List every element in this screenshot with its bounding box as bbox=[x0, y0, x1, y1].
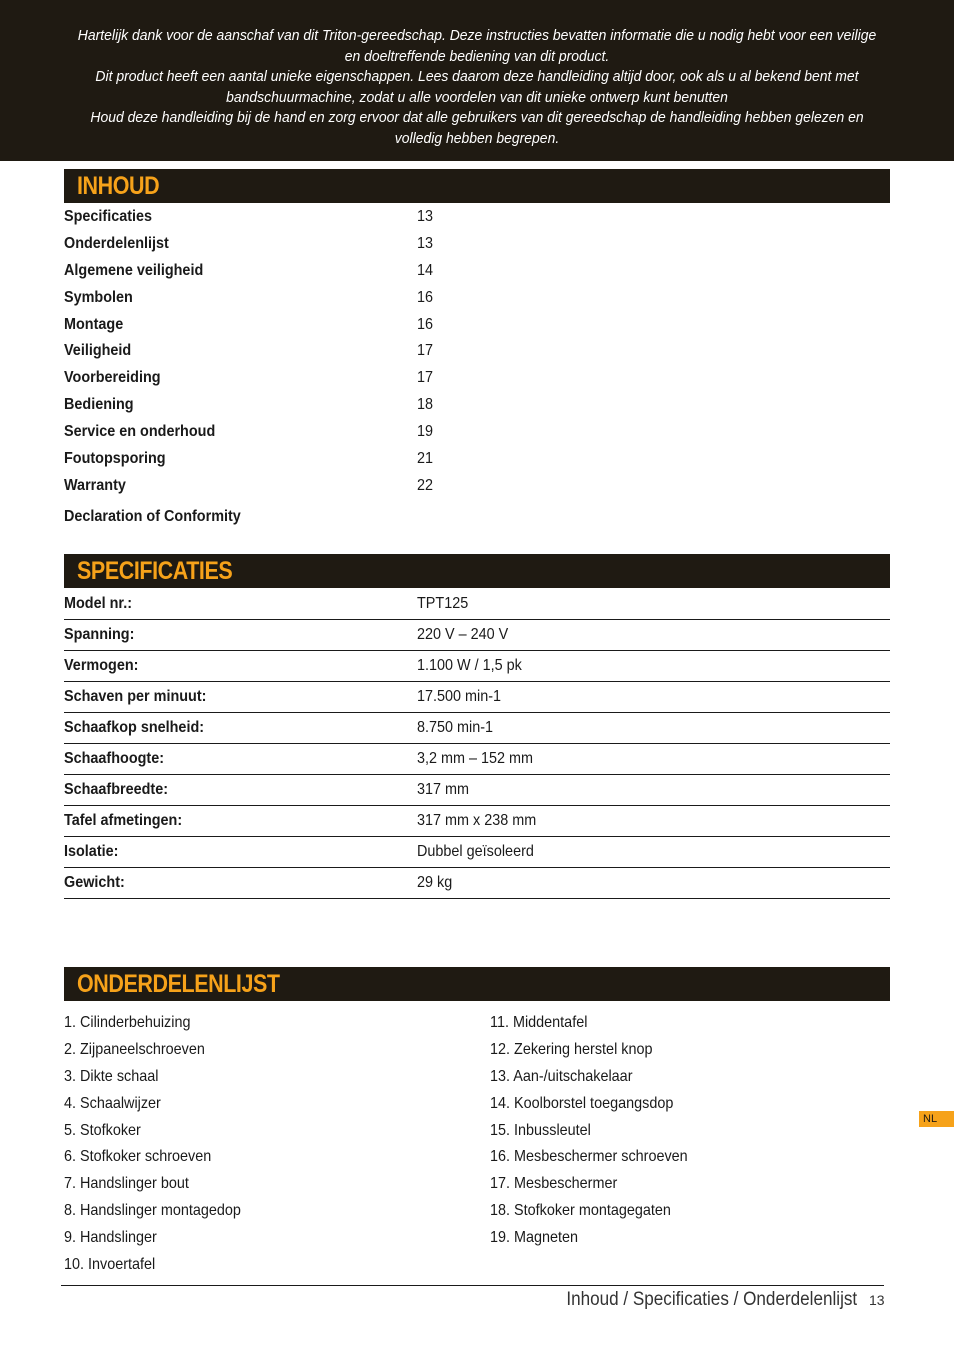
spec-table bbox=[64, 589, 890, 899]
list-item: 17. Mesbeschermer bbox=[490, 1175, 618, 1193]
toc-page: 16 bbox=[417, 315, 434, 333]
list-item: 2. Zijpaneelschroeven bbox=[64, 1040, 205, 1058]
toc-row[interactable] bbox=[64, 232, 890, 259]
toc-page: 22 bbox=[417, 476, 434, 494]
toc-page: 17 bbox=[417, 342, 434, 360]
spec-value: 1.100 W / 1,5 pk bbox=[417, 657, 522, 674]
list-item: 15. Inbussleutel bbox=[490, 1121, 591, 1139]
table-row bbox=[64, 806, 890, 837]
list-item: 6. Stofkoker schroeven bbox=[64, 1148, 212, 1166]
section-header-inhoud bbox=[64, 169, 890, 203]
spec-value: 29 kg bbox=[417, 874, 453, 891]
toc-label: Foutopsporing bbox=[64, 450, 166, 468]
toc-row[interactable] bbox=[64, 420, 890, 447]
list-item: 10. Invoertafel bbox=[64, 1256, 156, 1274]
section-title-onderdelenlijst: ONDERDELENLIJST bbox=[77, 969, 280, 998]
table-row bbox=[64, 682, 890, 713]
table-row bbox=[64, 868, 890, 899]
toc-row[interactable] bbox=[64, 339, 890, 366]
toc-row[interactable] bbox=[64, 447, 890, 474]
list-item: 5. Stofkoker bbox=[64, 1121, 141, 1139]
language-tab: NL bbox=[919, 1111, 954, 1127]
spec-key: Schaven per minuut: bbox=[64, 688, 207, 705]
table-row bbox=[64, 713, 890, 744]
list-item: 3. Dikte schaal bbox=[64, 1067, 159, 1085]
toc-label: Specificaties bbox=[64, 208, 153, 225]
toc-page: 16 bbox=[417, 288, 434, 306]
toc-page: 13 bbox=[417, 208, 434, 225]
list-item: 19. Magneten bbox=[490, 1229, 579, 1247]
spec-key: Schaafbreedte: bbox=[64, 781, 169, 798]
list-item: 12. Zekering herstel knop bbox=[490, 1040, 653, 1058]
list-item: 8. Handslinger montagedop bbox=[64, 1202, 241, 1220]
table-row bbox=[64, 620, 890, 651]
spec-value: 317 mm x 238 mm bbox=[417, 812, 537, 829]
list-item: 14. Koolborstel toegangsdop bbox=[490, 1094, 674, 1112]
spec-key: Model nr.: bbox=[64, 595, 133, 612]
table-row bbox=[64, 744, 890, 775]
intro-paragraph-1: Hartelijk dank voor de aanschaf van dit Triton-gereedschap. Deze instructies bevatten informatie die u nodig hebt voor een veilige en doeltreffende bediening van dit product. bbox=[77, 27, 877, 65]
toc-row[interactable] bbox=[64, 366, 890, 393]
list-item: 18. Stofkoker montagegaten bbox=[490, 1202, 671, 1220]
section-header-specificaties bbox=[64, 554, 890, 588]
table-row bbox=[64, 775, 890, 806]
spec-value: 8.750 min-1 bbox=[417, 719, 494, 736]
list-item: 13. Aan-/uitschakelaar bbox=[490, 1067, 633, 1085]
toc-row[interactable] bbox=[64, 313, 890, 340]
spec-key: Schaafhoogte: bbox=[64, 750, 165, 767]
section-title-inhoud: INHOUD bbox=[77, 171, 160, 200]
table-of-contents bbox=[64, 205, 890, 501]
toc-label: Warranty bbox=[64, 476, 126, 494]
spec-key: Isolatie: bbox=[64, 843, 119, 860]
list-item: 1. Cilinderbehuizing bbox=[64, 1014, 191, 1031]
toc-label: Service en onderhoud bbox=[64, 423, 216, 441]
spec-key: Schaafkop snelheid: bbox=[64, 719, 205, 736]
toc-row[interactable] bbox=[64, 393, 890, 420]
list-item: 7. Handslinger bout bbox=[64, 1175, 189, 1193]
toc-page: 19 bbox=[417, 423, 434, 441]
spec-value: 17.500 min-1 bbox=[417, 688, 502, 705]
toc-label: Bediening bbox=[64, 396, 134, 414]
toc-page: 14 bbox=[417, 261, 434, 279]
toc-page: 18 bbox=[417, 396, 434, 414]
spec-value: Dubbel geïsoleerd bbox=[417, 843, 534, 860]
toc-label: Onderdelenlijst bbox=[64, 234, 169, 252]
spec-key: Spanning: bbox=[64, 626, 135, 643]
toc-page: 17 bbox=[417, 369, 434, 387]
footer-title: Inhoud / Specificaties / Onderdelenlijst bbox=[566, 1289, 857, 1310]
spec-value: 3,2 mm – 152 mm bbox=[417, 750, 534, 767]
list-item: 4. Schaalwijzer bbox=[64, 1094, 161, 1112]
parts-list-right bbox=[490, 1011, 710, 1253]
toc-row[interactable] bbox=[64, 474, 890, 501]
intro-paragraph-2: Dit product heeft een aantal unieke eigenschappen. Lees daarom deze handleiding altijd door, ook als u al bekend bent met bandschuurmachine, zodat u alle voordelen van dit unieke ontwerp kunt benutten bbox=[95, 68, 859, 106]
spec-value: 220 V – 240 V bbox=[417, 626, 509, 643]
toc-row[interactable] bbox=[64, 286, 890, 313]
list-item: 11. Middentafel bbox=[490, 1014, 588, 1031]
table-row bbox=[64, 837, 890, 868]
spec-value: 317 mm bbox=[417, 781, 470, 798]
intro-paragraph-3: Houd deze handleiding bij de hand en zorg ervoor dat alle gebruikers van dit gereedschap de handleiding hebben gelezen en volledig hebben begrepen. bbox=[90, 109, 864, 147]
table-row bbox=[64, 651, 890, 682]
page-number: 13 bbox=[869, 1292, 885, 1308]
toc-label: Veiligheid bbox=[64, 342, 132, 360]
section-title-specificaties: SPECIFICATIES bbox=[77, 556, 233, 585]
footer-divider bbox=[61, 1285, 884, 1286]
toc-row[interactable] bbox=[64, 259, 890, 286]
section-header-onderdelenlijst bbox=[64, 967, 890, 1001]
list-item: 9. Handslinger bbox=[64, 1229, 157, 1247]
spec-key: Tafel afmetingen: bbox=[64, 812, 183, 829]
toc-label: Algemene veiligheid bbox=[64, 261, 204, 279]
toc-declaration[interactable]: Declaration of Conformity bbox=[64, 508, 241, 525]
toc-row[interactable] bbox=[64, 205, 890, 232]
toc-label: Symbolen bbox=[64, 288, 133, 306]
toc-page: 13 bbox=[417, 234, 434, 252]
spec-key: Vermogen: bbox=[64, 657, 139, 674]
spec-key: Gewicht: bbox=[64, 874, 125, 891]
toc-page: 21 bbox=[417, 450, 434, 468]
intro-banner bbox=[0, 0, 954, 161]
toc-label: Voorbereiding bbox=[64, 369, 161, 387]
list-item: 16. Mesbeschermer schroeven bbox=[490, 1148, 688, 1166]
toc-label: Montage bbox=[64, 315, 124, 333]
table-row bbox=[64, 589, 890, 620]
spec-value: TPT125 bbox=[417, 595, 469, 612]
parts-list-left bbox=[64, 1011, 261, 1280]
